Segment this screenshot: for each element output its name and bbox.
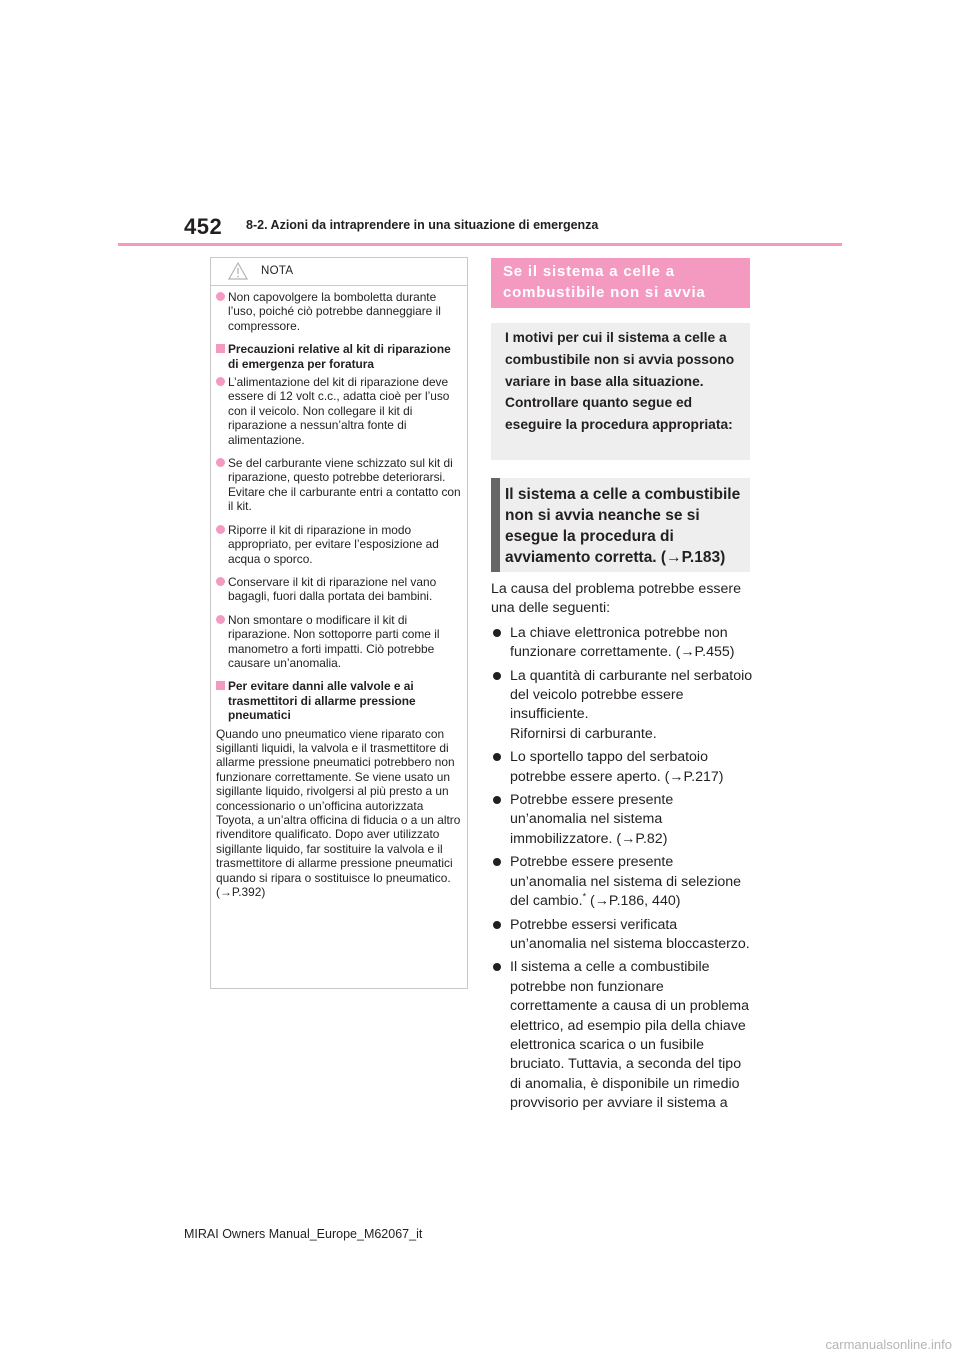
bullet-icon	[493, 672, 501, 680]
pink-bullet-icon	[216, 615, 225, 624]
nota-heading-text: Precauzioni relative al kit di riparazione di emergenza per foratura	[228, 342, 451, 371]
nota-item	[216, 290, 462, 333]
nota-heading	[216, 679, 462, 722]
list-item	[491, 916, 753, 955]
pink-bullet-icon	[216, 458, 225, 467]
list-item-text: Potrebbe essere presente un’anomalia nel sistema immobilizzatore. (→P.82)	[510, 792, 674, 847]
list-item-text: La chiave elettronica potrebbe non funzionare correttamente. (→P.455)	[510, 624, 735, 661]
nota-item-text: L’alimentazione del kit di riparazione deve essere di 12 volt c.c., adatta cioè per l’uso con il veicolo. Non collegare il kit di riparazione a nessun’altra fonte di alimentazione.	[228, 375, 450, 447]
nota-item	[216, 613, 462, 671]
bullet-icon	[493, 858, 501, 866]
list-item	[491, 853, 753, 911]
list-item	[491, 958, 753, 1113]
body-text	[491, 580, 753, 1118]
list-item	[491, 624, 753, 663]
subheading-box: Il sistema a celle a combustibile non si avvia neanche se si esegue la procedura di avviamento corretta. (→P.183)	[491, 478, 750, 572]
nota-content	[216, 290, 462, 899]
bullet-icon	[493, 921, 501, 929]
bullet-icon	[493, 753, 501, 761]
pink-bullet-icon	[216, 577, 225, 586]
pink-square-icon	[216, 681, 225, 690]
watermark: carmanualsonline.info	[825, 1337, 952, 1352]
list-item-text: Potrebbe essere presente un’anomalia nel sistema di selezione del cambio.	[510, 854, 742, 910]
nota-header	[211, 258, 467, 286]
section-title: 8-2. Azioni da intraprendere in una situazione di emergenza	[246, 218, 599, 232]
header-rule	[118, 243, 842, 246]
footnote-marker: *	[582, 891, 587, 902]
nota-item-text: Conservare il kit di riparazione nel vano bagagli, fuori dalla portata dei bambini.	[228, 574, 437, 604]
nota-item	[216, 523, 462, 566]
nota-item-text: Non smontare o modificare il kit di riparazione. Non sottoporre parti come il manometro a forti impatti. Ciò potrebbe causare un’anomalia.	[228, 612, 440, 670]
pink-bullet-icon	[216, 525, 225, 534]
nota-heading-text: Per evitare danni alle valvole e ai trasmettitori di allarme pressione pneumatici	[228, 679, 416, 723]
warning-triangle-icon	[228, 262, 248, 280]
list-item-text: Lo sportello tappo del serbatoio potrebbe essere aperto. (→P.217)	[510, 749, 724, 785]
list-item-text: Il sistema a celle a combustibile potrebbe non funzionare correttamente a causa di un problema elettrico, ad esempio pila della chiave elettronica scarica o un fusibile bruciato. Tuttavia, a seconda del tipo di anomalia, è disponibile un rimedio provvisorio per avviare il sistema a	[510, 959, 749, 1112]
nota-title: NOTA	[261, 265, 294, 277]
list-item	[491, 748, 753, 787]
page-number: 452	[184, 214, 223, 239]
intro-box: I motivi per cui il sistema a celle a combustibile non si avvia possono variare in base alla situazione. Controllare quanto segue ed eseguire la procedura appropriata:	[491, 323, 750, 460]
pink-bullet-icon	[216, 377, 225, 386]
list-item-text: Potrebbe essersi verificata un’anomalia nel sistema bloccasterzo.	[510, 916, 750, 952]
pink-bullet-icon	[216, 292, 225, 301]
pink-square-icon	[216, 344, 225, 353]
nota-item	[216, 375, 462, 447]
section-heading: Se il sistema a celle a combustibile non si avvia	[491, 258, 750, 308]
list-item-extra: Rifornirsi di carburante.	[510, 725, 657, 742]
bullet-icon	[493, 796, 501, 804]
nota-box	[210, 257, 468, 989]
list-item	[491, 791, 753, 849]
bullet-icon	[493, 629, 501, 637]
nota-final-paragraph: Quando uno pneumatico viene riparato con sigillanti liquidi, la valvola e il trasmettitore di allarme pressione pneumatici potrebbero non funzionare correttamente. Se viene usato un sigillante liquido, rivolgersi al più presto a un concessionario o un’officina autorizzata Toyota, a un’altra officina di fiducia o a un altro rivenditore qualificato. Dopo aver utilizzato sigillante liquido, far sostituire la valvola e il trasmettitore di allarme pressione pneumatici quando si ripara o sostituisce lo pneumatico. (→P.392)	[216, 726, 461, 900]
nota-item	[216, 456, 462, 514]
list-item-text: La quantità di carburante nel serbatoio del veicolo potrebbe essere insufficiente.	[510, 667, 753, 723]
nota-item-text: Non capovolgere la bomboletta durante l’uso, poiché ciò potrebbe danneggiare il compressore.	[228, 290, 441, 333]
nota-heading	[216, 342, 462, 371]
list-item	[491, 667, 753, 745]
footer-text: MIRAI Owners Manual_Europe_M62067_it	[184, 1227, 423, 1241]
bullet-icon	[493, 963, 501, 971]
nota-item	[216, 575, 462, 604]
list-item-reference: (→P.186, 440)	[586, 893, 681, 910]
lead-paragraph: La causa del problema potrebbe essere una delle seguenti:	[491, 581, 742, 617]
nota-item-text: Se del carburante viene schizzato sul kit di riparazione, questo potrebbe deteriorarsi. Evitare che il carburante entri a contatto con il kit.	[228, 456, 461, 514]
nota-item-text: Riporre il kit di riparazione in modo appropriato, per evitare l’esposizione ad acqua o sporco.	[228, 522, 439, 566]
